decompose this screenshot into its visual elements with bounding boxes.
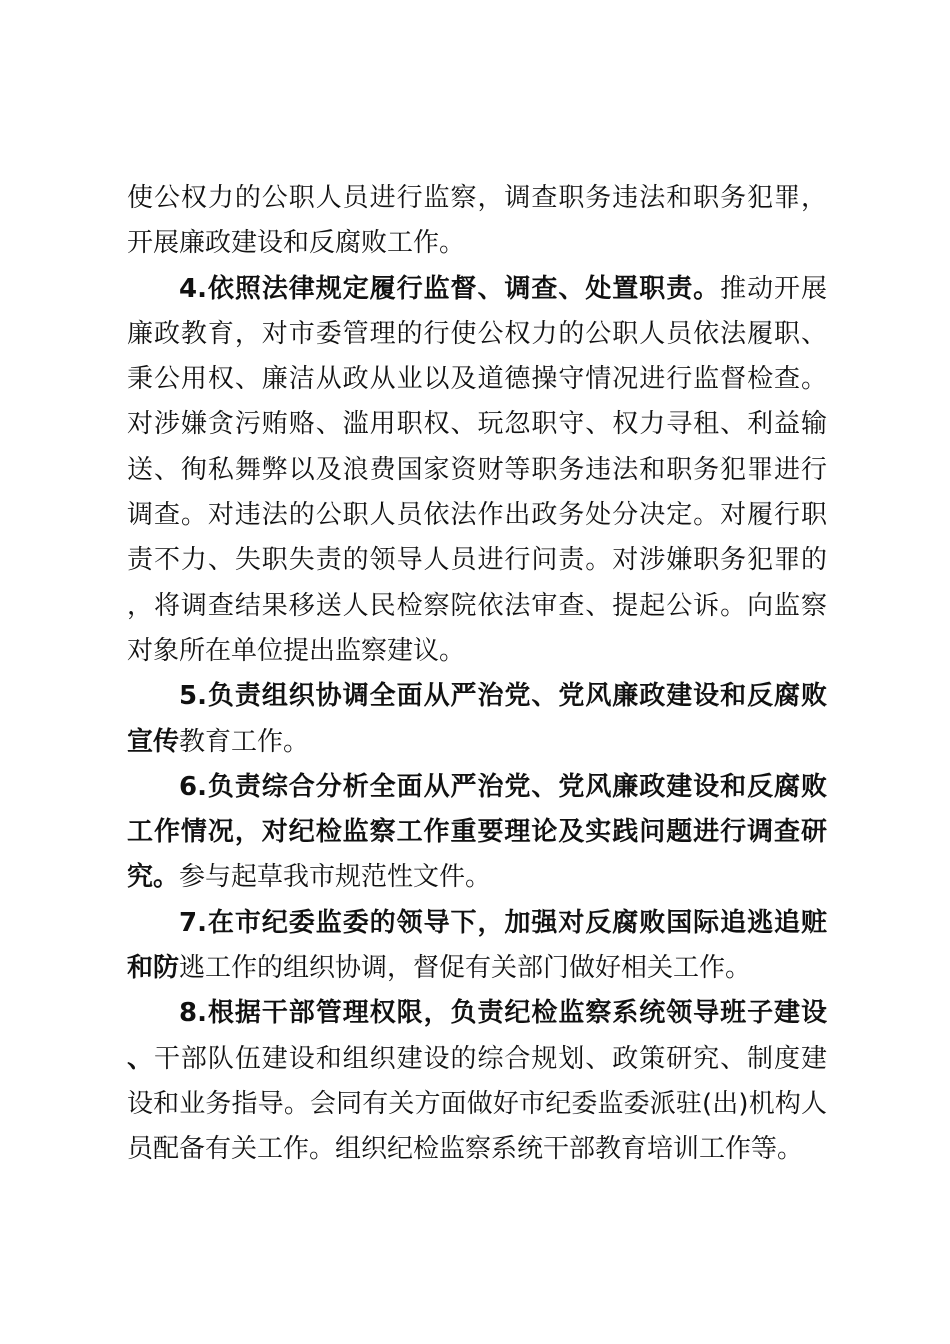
paragraph-text: 干部队伍建设和组织建设的综合规划、政策研究、制度建设和业务指导。会同有关方面做好市纪委监委派驻(出)机构人员配备有关工作。组织纪检监察系统干部教育培训工作等。 [127,1043,827,1165]
paragraph-text: 使公权力的公职人员进行监察，调查职务违法和职务犯罪，开展廉政建设和反腐败工作。 [127,183,827,259]
paragraph-text: 教育工作。 [179,726,310,757]
document-body [127,176,827,1173]
paragraph-text: 推动开展廉政教育，对市委管理的行使公权力的公职人员依法履职、秉公用权、廉洁从政从业以及道德操守情况进行监督检查。对涉嫌贪污贿赂、滥用职权、玩忽职守、权力寻租、利益输送、徇私舞弊以及浪费国家资财等职务违法和职务犯罪进行调查。对违法的公职人员依法作出政务处分决定。对履行职责不力、失职失责的领导人员进行问责。对涉嫌职务犯罪的，将调查结果移送人民检察院依法审查、提起公诉。向监察对象所在单位提出监察建议。 [127,273,827,666]
paragraph-item-5 [127,674,827,765]
paragraph-item-7 [127,901,827,992]
paragraph-lead: 7.在市纪委监委的领导下，加强对反腐败国际追逃追赃和防 [127,907,827,984]
paragraph-lead: 6.负责综合分析全面从严治党、党风廉政建设和反腐败工作情况，对纪检监察工作重要理论及实践问题进行调查研究。 [127,771,827,893]
paragraph-item-6 [127,765,827,901]
paragraph-lead: 4.依照法律规定履行监督、调查、处置职责。 [179,273,721,304]
paragraph-text: 参与起草我市规范性文件。 [179,862,492,893]
paragraph-continuation [127,176,827,267]
paragraph-lead: 8.根据干部管理权限，负责纪检监察系统领导班子建设、 [127,998,827,1074]
paragraph-text: 逃工作的组织协调，督促有关部门做好相关工作。 [179,953,752,984]
paragraph-item-8 [127,991,827,1172]
paragraph-lead: 5.负责组织协调全面从严治党、党风廉政建设和反腐败宣传 [127,681,827,757]
paragraph-item-4 [127,267,827,675]
